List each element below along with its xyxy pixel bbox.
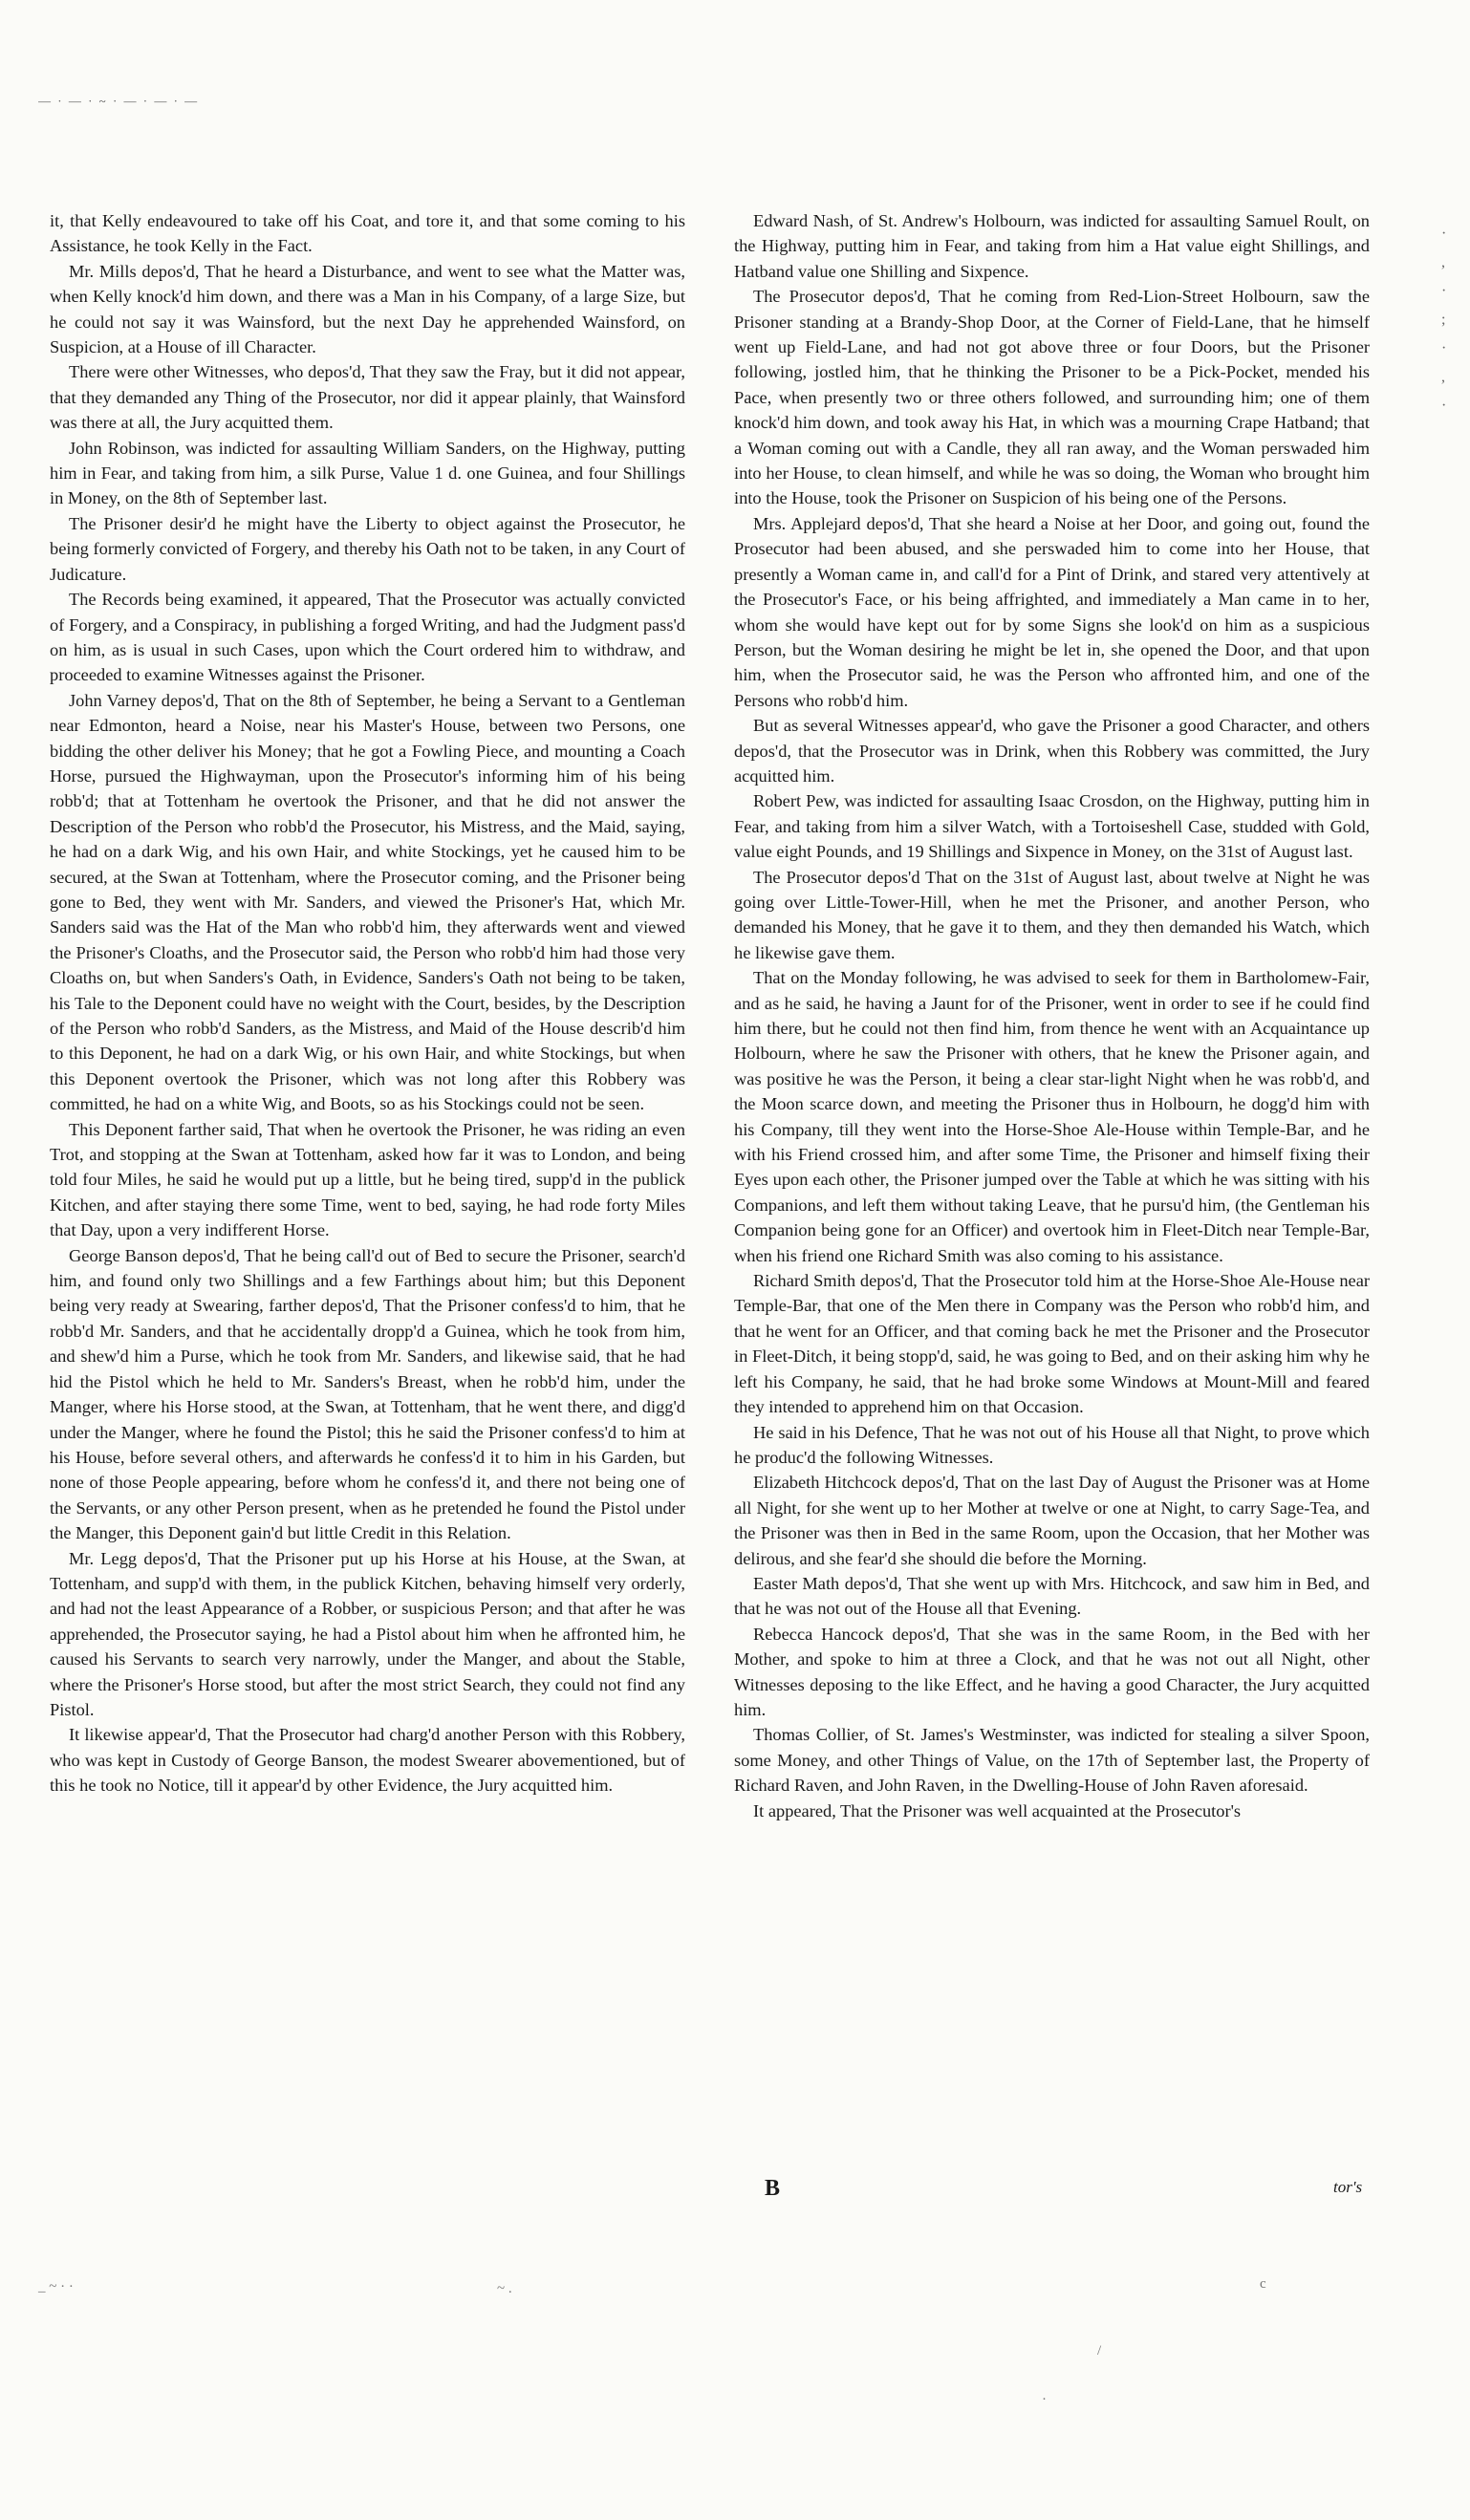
smudge-mark: c	[1260, 2276, 1266, 2292]
signature-mark: B	[765, 2176, 781, 2201]
paragraph: It appeared, That the Prisoner was well acquainted at the Prosecutor's	[753, 1800, 1242, 1820]
paragraph: Robert Pew, was indicted for assaulting Isaac Crosdon, on the Highway, putting him in Fear, and taking from him a silver Watch, with a Tortoiseshell Case, studded with Gold, value eight Pounds, and 19 Shillings and Sixpence in Money, on the 31st of August last.	[734, 791, 1370, 862]
left-column	[50, 208, 685, 2311]
paragraph: it, that Kelly endeavoured to take off his Coat, and tore it, and that some coming to his Assistance, he took Kelly in the Fact.	[50, 211, 685, 256]
paragraph: The Prisoner desir'd he might have the Liberty to object against the Prosecutor, he being formerly convicted of Forgery, and thereby his Oath not to be taken, in any Court of Judicature.	[50, 513, 685, 584]
paragraph: That on the Monday following, he was advised to seek for them in Bartholomew-Fair, and as he said, he having a Jaunt for of the Prisoner, went in order to see if he could find him there, but he could not then find him, from thence he went with an Acquaintance up Holbourn, where he saw the Prisoner with others, that he knew the Prisoner again, and was positive he was the Person, it being a clear star-light Night when he was robb'd, and the Moon scarce down, and meeting the Prisoner thus in Holbourn, he dogg'd him with his Company, till they went into the Horse-Shoe Ale-House within Temple-Bar, and he with his Friend crossed him, and after some Time, the Prisoner and himself fixing their Eyes upon each other, the Prisoner jumped over the Table at which he was sitting with his Companions, and left them without taking Leave, that he pursu'd him, (the Gentleman his Companion being gone for an Officer) and overtook him in Fleet-Ditch near Temple-Bar, when his friend one Richard Smith was also coming to his assistance.	[734, 968, 1370, 1265]
right-column	[734, 208, 1370, 2311]
paragraph: Rebecca Hancock depos'd, That she was in the same Room, in the Bed with her Mother, and spoke to him at three a Clock, and that he was not out all Night, other Witnesses deposing to the like Effect, and he having a good Character, the Jury acquitted him.	[734, 1624, 1370, 1719]
paragraph: John Varney depos'd, That on the 8th of September, he being a Servant to a Gentleman near Edmonton, heard a Noise, near his Master's House, between two Persons, one bidding the other deliver his Money; that he got a Fowling Piece, and mounting a Coach Horse, pursued the Highwayman, upon the Prosecutor's informing him of his being robb'd; that at Tottenham he overtook the Prisoner, and that he did not answer the Description of the Person who robb'd the Prosecutor, his Mistress, and the Maid, saying, he had on a dark Wig, and his own Hair, and white Stockings, yet he caused him to be secured, at the Swan at Tottenham, where the Prosecutor coming, and the Prisoner being gone to Bed, they went with Mr. Sanders, and viewed the Prisoner's Hat, which Mr. Sanders said was the Hat of the Man who robb'd him, they afterwards went and viewed the Prisoner's Cloaths, and the Prosecutor said, the Person who robb'd him had those very Cloaths on, but when Sanders's Oath, in Evidence, Sanders's Oath not being to be taken, his Tale to the Deponent could have no weight with the Court, besides, by the Description of the Person who robb'd Sanders, as the Mistress, and Maid of the House describ'd him to this Deponent, he had on a dark Wig, or his own Hair, and white Stockings, but when this Deponent overtook the Prisoner, which was not long after this Robbery was committed, he had on a white Wig, and Boots, so as his Stockings could not be seen.	[50, 690, 685, 1114]
smudge-mark: /	[1097, 2343, 1102, 2358]
paragraph: The Prosecutor depos'd That on the 31st of August last, about twelve at Night he was going over Little-Tower-Hill, when he met the Prisoner, and another Person, who demanded his Money, that he gave it to them, and they then demanded his Watch, which he likewise gave them.	[734, 867, 1370, 962]
running-head: — · — · ~ · — · — · —	[38, 94, 200, 107]
paragraph: Elizabeth Hitchcock depos'd, That on the last Day of August the Prisoner was at Home all Night, for she went up to her Mother at twelve or one at Night, to carry Sage-Tea, and the Prisoner was then in Bed in the same Room, upon the Occasion, that her Mother was delirous, and she fear'd she should die before the Morning.	[734, 1473, 1370, 1568]
paragraph: He said in his Defence, That he was not out of his House all that Night, to prove which he produc'd the following Witnesses.	[734, 1422, 1370, 1467]
paragraph: Easter Math depos'd, That she went up with Mrs. Hitchcock, and saw him in Bed, and that he was not out of the House all that Evening.	[734, 1573, 1370, 1619]
paragraph: George Banson depos'd, That he being call'd out of Bed to secure the Prisoner, search'd him, and found only two Shillings and a few Farthings about him; but this Deponent being very ready at Swearing, farther depos'd, That the Prisoner confess'd to him, that he robb'd Mr. Sanders, and that he accidentally dropp'd a Guinea, which he took from him, and shew'd him a Purse, which he took from Mr. Sanders, and likewise said, that he had hid the Pistol which he held to Mr. Sanders's Breast, when he robb'd him, under the Manger, where his Horse stood, at the Swan, at Tottenham, that he went there, and digg'd under the Manger, where he found the Pistol; this he said the Prisoner confess'd to him at his House, before several others, and afterwards he confess'd it to him in his Garden, but none of those People appearing, before whom he confess'd it, and there not being one of the Servants, or any other Person present, when as he pretended he found the Pistol under the Manger, this Deponent gain'd but little Credit in this Relation.	[50, 1245, 685, 1543]
paragraph: It likewise appear'd, That the Prosecutor had charg'd another Person with this Robbery, who was kept in Custody of George Banson, the modest Swearer abovementioned, but of this he took no Notice, till it appear'd by other Evidence, the Jury acquitted him.	[50, 1725, 685, 1796]
paragraph: Edward Nash, of St. Andrew's Holbourn, was indicted for assaulting Samuel Roult, on the Highway, putting him in Fear, and taking from him a Hat value eight Shillings, and Hatband value one Shilling and Sixpence.	[734, 211, 1370, 281]
paragraph: Thomas Collier, of St. James's Westminster, was indicted for stealing a silver Spoon, some Money, and other Things of Value, on the 17th of September last, the Property of Richard Raven, and John Raven, in the Dwelling-House of John Raven aforesaid.	[734, 1725, 1370, 1796]
paragraph: Mr. Mills depos'd, That he heard a Disturbance, and went to see what the Matter was, when Kelly knock'd him down, and there was a Man in his Company, of a large Size, but he could not say it was Wainsford, but the next Day he apprehended Wainsford, on Suspicion, at a House of ill Character.	[50, 261, 685, 357]
paragraph: The Records being examined, it appeared, That the Prosecutor was actually convicted of Forgery, and a Conspiracy, in publishing a forged Writing, and had the Judgment pass'd on him, as is usual in such Cases, upon which the Court ordered him to withdraw, and proceeded to examine Witnesses against the Prisoner.	[50, 590, 685, 685]
margin-marks: · , · ; · , ·	[1441, 226, 1447, 414]
paragraph: The Prosecutor depos'd, That he coming from Red-Lion-Street Holbourn, saw the Prisoner standing at a Brandy-Shop Door, at the Corner of Field-Lane, that he himself went up Field-Lane, and had not got above three or four Doors, but the Prisoner following, jostled him, that he thinking the Prisoner to be a Pick-Pocket, mended his Pace, when presently two or three others followed, and surrounding him; one of them knock'd him down, and took away his Hat, in which was a mourning Crape Hatband; that a Woman coming out with a Candle, they all ran away, and the Woman perswaded him into her House, to clean himself, and while he was so doing, the Woman who brought him into the House, took the Prisoner on Suspicion of his being one of the Persons.	[734, 287, 1370, 508]
paragraph: Mr. Legg depos'd, That the Prisoner put up his Horse at his House, at the Swan, at Tottenham, and supp'd with them, in the publick Kitchen, behaving himself very orderly, and had not the least Appearance of a Robber, or suspicious Person; and that after he was apprehended, the Prosecutor saying, he had a Pistol about him when he affronted him, he caused his Servants to search very narrowly, under the Manger, and about the Stable, where the Prisoner's Horse stood, but after the most strict Search, they could not find any Pistol.	[50, 1548, 685, 1719]
paragraph: John Robinson, was indicted for assaulting William Sanders, on the Highway, putting him in Fear, and taking from him, a silk Purse, Value 1 d. one Guinea, and four Shillings in Money, on the 8th of September last.	[50, 438, 685, 508]
paragraph: Richard Smith depos'd, That the Prosecutor told him at the Horse-Shoe Ale-House near Temple-Bar, that one of the Men there in Company was the Person who robb'd him, and that he went for an Officer, and that coming back he met the Prisoner and the Prosecutor in Fleet-Ditch, it being stopp'd, said, he was going to Bed, and on their asking him why he left his Company, he said, that he had broke some Windows at Mount-Mill and feared they intended to apprehend him on that Occasion.	[734, 1271, 1370, 1417]
paragraph: But as several Witnesses appear'd, who gave the Prisoner a good Character, and others depos'd, that the Prosecutor was in Drink, when this Robbery was committed, the Jury acquitted him.	[734, 716, 1370, 786]
paragraph: There were other Witnesses, who depos'd, That they saw the Fray, but it did not appear, that they demanded any Thing of the Prosecutor, nor did it appear plainly, that Wainsford was there at all, the Jury acquitted them.	[50, 362, 685, 433]
paragraph: This Deponent farther said, That when he overtook the Prisoner, he was riding an even Trot, and stopping at the Swan at Tottenham, asked how far it was to London, and being told four Miles, he said he would put up a little, but he being tired, supp'd in the publick Kitchen, and after staying there some Time, went to bed, saying, he had rode forty Miles that Day, upon a very indifferent Horse.	[50, 1119, 685, 1240]
catchword: tor's	[1333, 2178, 1363, 2196]
smudge-mark: ·	[1042, 2392, 1047, 2407]
smudge-mark: _ ~ · ·	[38, 2279, 74, 2294]
paragraph: Mrs. Applejard depos'd, That she heard a Noise at her Door, and going out, found the Prosecutor had been abused, and she perswaded him to come into her House, that presently a Woman came in, and call'd for a Pint of Drink, and stared very attentively at the Prosecutor's Face, or his being affrighted, and immediately a Man came in to her, whom she would have kept out for by some Signs she look'd on him as a suspicious Person, but the Woman desiring he might be let in, she opened the Door, and that upon him, when the Prosecutor said, he was the Person who affronted him, and one of the Persons who robb'd him.	[734, 513, 1370, 710]
smudge-mark: ~ .	[497, 2281, 512, 2296]
